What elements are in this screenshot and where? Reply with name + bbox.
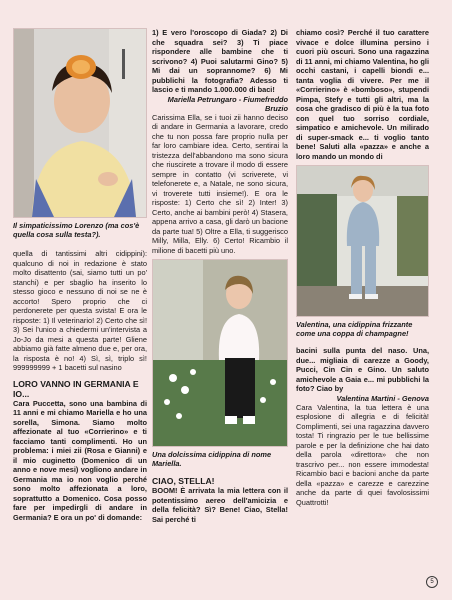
letter-heading-germania: LORO VANNO IN GERMANIA E IO...: [13, 378, 139, 399]
reply-text-mariella: Carissima Ella, se i tuoi zii hanno deciso di andare in Germania a lavorare, credo che tu non possa fare proprio nulla per far loro cambiare idea. Certo, sentirai la tristezza dell'abbandono ma sono sicura che riuscirete a trovare il modo di essere sempre in contatto (vi scriverete, vi telefonerete e, a Natale, ne sono sicura, vi troverete tutti insieme!). E ora le risposte: 1) Certo che sì! 2) Inter! 3) Certo, anche ai bambini però! 4) Stasera, appena arrivo a casa, gli darò un bacione da parte tua! 5) Oltre a Ella, ti suggerisco Milly, Milla, Elly. 6) Certo! Ricambio il milione di bacetti più uno.: [152, 112, 288, 255]
letter-text-mariella: Cara Puccetta, sono una bambina di 11 anni e mi chiamo Mariella e ho una sorella, Simona. Siamo molto affezionate al tuo «Corrierino» e ti facciamo tanti complimenti. Ho un problema: i miei zii (Rosa e Gianni) e il mio cuginetto (Domenico di un anno e nove mesi) vogliono andare in Germania ma io non voglio perché sono molto affezionata a loro, soprattutto a Domenico. Cosa posso fare per impedirgli di andare in Germania? E ora un po' di domande:: [13, 398, 147, 522]
letter-text-stella: BOOM! È arrivata la mia lettera con il potentissimo aereo dell'amicizia e della felicità? Sì? Bene! Ciao, Stella! Sai perché ti: [152, 486, 288, 524]
photo-valentina-image: [297, 166, 428, 316]
signature-valentina: Valentina Martini - Genova: [336, 393, 429, 403]
caption-lorenzo: Il simpaticissimo Lorenzo (ma cos'è quella cosa sulla testa?).: [13, 221, 140, 239]
photo-valentina: [296, 165, 429, 317]
caption-mariella: Una dolcissima cidippina di nome Mariella.: [152, 450, 272, 468]
column-right: [296, 28, 429, 507]
letter-text-valentina-2: bacini sulla punta del naso. Una, due... migliaia di carezze a Goody, Pucci, Cin Cin e Gino. Un saluto amichevole a Gaia e... mi pubblichi la foto? Ciao by: [296, 346, 429, 393]
photo-mariella: [152, 259, 288, 447]
photo-mariella-image: [153, 260, 287, 446]
column-middle: [152, 28, 288, 524]
caption-valentina: Valentina, una cidippina frizzante come una coppa di champagne!: [296, 320, 413, 338]
letter-heading-ciao-stella: CIAO, STELLA!: [152, 476, 215, 486]
letter-text-valentina: chiamo così? Perché il tuo carattere vivace e dolce illumina persino i cuori più oscuri. Sono una ragazzina di 11 anni, mi chiamo Valentina, ho gli occhi castani, i capelli biondi e... tanta voglia di vivere. Per me il «Corrierino» è «bomboso», stupendi Pimpa, Stefy e tutti gli altri, ma la cosa che gradisco di più è la tua foto con quel tuo sorriso cordiale, simpatico e amichevole. Un milirado di super-smack e... ti voglio tanto bene! Saluti alla «pazza» e anche a loro mando un mondo di: [296, 28, 429, 161]
photo-lorenzo-image: [14, 29, 146, 217]
reply-text-valentina: Cara Valentina, la tua lettera è una esplosione di allegria e di felicità! Complimenti, sei una ragazzina davvero tosta! Ti ringrazio per le tue bellissime parole e per la definizione che hai dato della parola «direttora» che non trascrivo per... non essere immodesta! Ricambio baci e bacioni anche da parte della «pazza» e carezze e carezzine anche da parte di quei favolosissimi Quattrotti!: [296, 402, 429, 507]
letter-questions-mariella: 1) E vero l'oroscopo di Giada? 2) Di che squadra sei? 3) Ti piace rispondere alle bambine che ti scrivono? 4) Puoi salutarmi Gino? 5) Mi dai un soprannome? 6) Mi pubblichi la fotografia? Adesso ti lascio e ti mando 1.000.000 di baci!: [152, 28, 288, 94]
signature-mariella: Mariella Petrungaro - Fiumefreddo Bruzio: [167, 94, 288, 113]
photo-lorenzo: [13, 28, 147, 218]
column-left: [13, 28, 147, 522]
reply-text-1: quella di tantissimi altri cidippini): qualcuno di noi in redazione è stato molto disattento (sai, siamo tutti un po' stanchi) e per sbaglio ha inserito lo stesso gioco e nessuno di noi se ne è accorto! Spero proprio che ci perdonerete per questa svista! E ora le risposte: 1) Il veterinario! 2) Certo che sì! 3) Sei l'unico a chiedermi un'intervista a Jo-Jo da mesi a questa parte! Gliene abbiamo già fatte almeno due e, per ora, la risposta è no! 4) Sì, sì, triplo sì! 999999999 + 1 bacetti sul nasino: [13, 249, 147, 372]
page-number: 5: [426, 576, 438, 588]
